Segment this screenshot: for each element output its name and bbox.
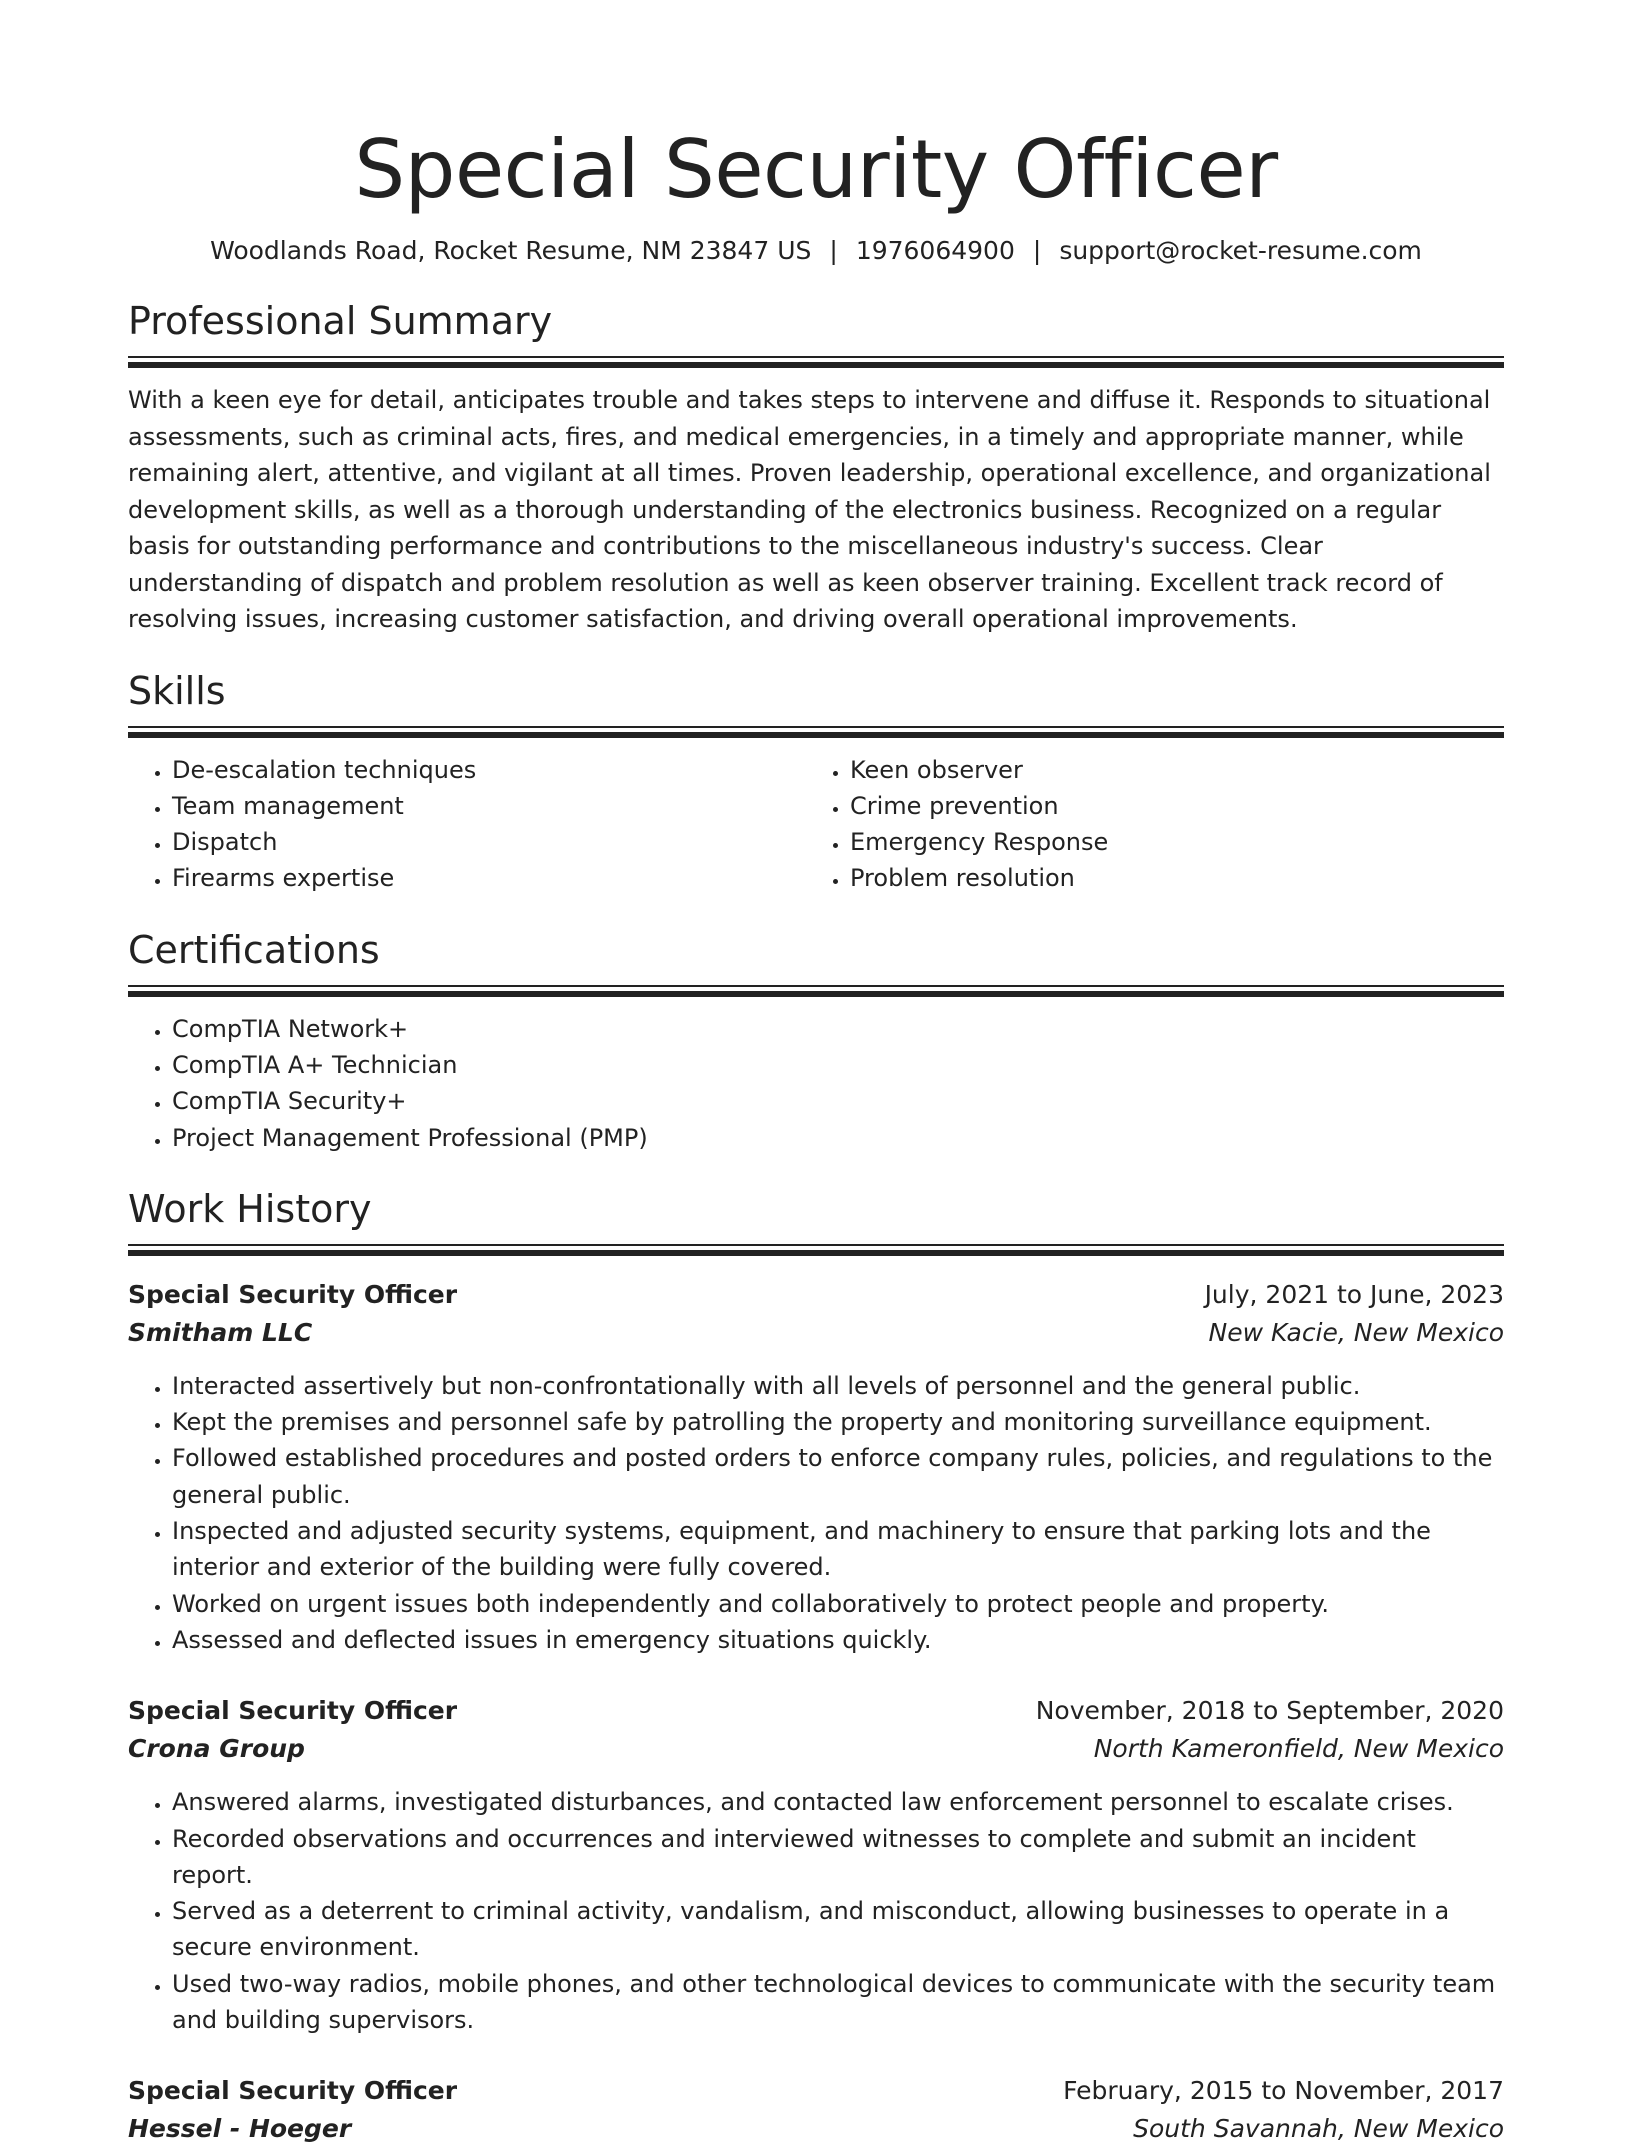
skills-grid <box>128 738 1504 897</box>
certification-item: • CompTIA Security+ <box>172 1083 1504 1119</box>
skill-item: • Firearms expertise <box>172 860 806 896</box>
job-duty-item: • Used two-way radios, mobile phones, and other technological devices to communicate with the security team and building supervisors. <box>172 1966 1504 2039</box>
skills-list-left <box>128 752 806 897</box>
section-divider <box>128 726 1504 738</box>
section-title-skills: Skills <box>128 668 226 713</box>
certification-item: • CompTIA A+ Technician <box>172 1047 1504 1083</box>
job-duty-item: • Recorded observations and occurrences and interviewed witnesses to complete and submit an incident report. <box>172 1821 1504 1894</box>
contact-separator: | <box>829 236 838 265</box>
job-title: Special Security Officer <box>128 2076 458 2106</box>
skill-item: • De-escalation techniques <box>172 752 806 788</box>
job-location: North Kameronfield, New Mexico <box>1093 1734 1504 1764</box>
job-location: New Kacie, New Mexico <box>1208 1317 1504 1347</box>
section-title-summary: Professional Summary <box>128 299 553 343</box>
summary-text: With a keen eye for detail, anticipates trouble and takes steps to intervene and diffuse it. Responds to situational assessments, such as criminal acts, fires, and medical emergencies, in a timely and appropriate manner, while remaining alert, attentive, and vigilant at all times. Proven leadership, operational excellence, and organizational development skills, as well as a thorough understanding of the electronics business. Recognized on a regular basis for outstanding performance and contributions to the miscellaneous industry's success. Clear understanding of dispatch and problem resolution as well as keen observer training. Excellent track record of resolving issues, increasing customer satisfaction, and driving overall operational improvements. <box>128 386 1491 633</box>
skill-item: • Crime prevention <box>850 788 1484 824</box>
job-duties-list <box>128 1368 1504 1658</box>
job-duty-item: • Followed established procedures and posted orders to enforce company rules, policies, and regulations to the general public. <box>172 1440 1504 1513</box>
section-divider <box>128 985 1504 997</box>
job-location: South Savannah, New Mexico <box>1133 2114 1504 2144</box>
certifications-list <box>128 1011 1504 1156</box>
job-title: Special Security Officer <box>128 1696 458 1726</box>
contact-line <box>128 234 1504 268</box>
certification-item: • CompTIA Network+ <box>172 1011 1504 1047</box>
job-duty-item: • Served as a deterrent to criminal activity, vandalism, and misconduct, allowing businesses to operate in a secure environment. <box>172 1893 1504 1966</box>
job-company: Hessel - Hoeger <box>128 2114 352 2144</box>
job-entry <box>128 1276 1504 1658</box>
skills-section <box>128 666 1504 897</box>
section-title-work-history: Work History <box>128 1186 372 1231</box>
certifications-section <box>128 925 1504 1156</box>
skill-item: • Keen observer <box>850 752 1484 788</box>
job-duty-item: • Assessed and deflected issues in emergency situations quickly. <box>172 1622 1504 1658</box>
contact-separator: | <box>1032 236 1042 265</box>
skill-item: • Emergency Response <box>850 824 1484 860</box>
job-title: Special Security Officer <box>128 1279 458 1309</box>
job-duty-item: • Answered alarms, investigated disturbances, and contacted law enforcement personnel to escalate crises. <box>172 1784 1504 1820</box>
work-history-section <box>128 1184 1504 2148</box>
contact-phone: 1976064900 <box>855 236 1015 265</box>
job-company: Crona Group <box>128 1734 305 1764</box>
skills-list-right <box>806 752 1484 897</box>
resume-title: Special Security Officer <box>354 123 1278 216</box>
skill-item: • Dispatch <box>172 824 806 860</box>
job-company: Smitham LLC <box>128 1317 313 1347</box>
job-duty-item: • Inspected and adjusted security systems, equipment, and machinery to ensure that parking lots and the interior and exterior of the building were fully covered. <box>172 1513 1504 1586</box>
contact-address: Woodlands Road, Rocket Resume, NM 23847 US <box>210 236 812 265</box>
skill-item: • Problem resolution <box>850 860 1484 896</box>
job-duty-item: • Kept the premises and personnel safe by patrolling the property and monitoring surveillance equipment. <box>172 1404 1504 1440</box>
resume-page <box>128 0 1504 2148</box>
contact-email: support@rocket-resume.com <box>1059 236 1422 265</box>
section-divider <box>128 356 1504 368</box>
job-entry <box>128 1692 1504 2038</box>
section-divider <box>128 1244 1504 1256</box>
job-duty-item: • Worked on urgent issues both independently and collaboratively to protect people and property. <box>172 1586 1504 1622</box>
certification-item: • Project Management Professional (PMP) <box>172 1120 1504 1156</box>
job-dates: November, 2018 to September, 2020 <box>1035 1696 1504 1726</box>
job-dates: February, 2015 to November, 2017 <box>1063 2076 1504 2106</box>
summary-section <box>128 296 1504 638</box>
section-title-certifications: Certifications <box>128 927 380 972</box>
job-duties-list <box>128 1784 1504 2038</box>
job-entry <box>128 2072 1504 2148</box>
job-duty-item: • Interacted assertively but non-confrontationally with all levels of personnel and the general public. <box>172 1368 1504 1404</box>
job-dates: July, 2021 to June, 2023 <box>1204 1279 1504 1309</box>
skill-item: • Team management <box>172 788 806 824</box>
